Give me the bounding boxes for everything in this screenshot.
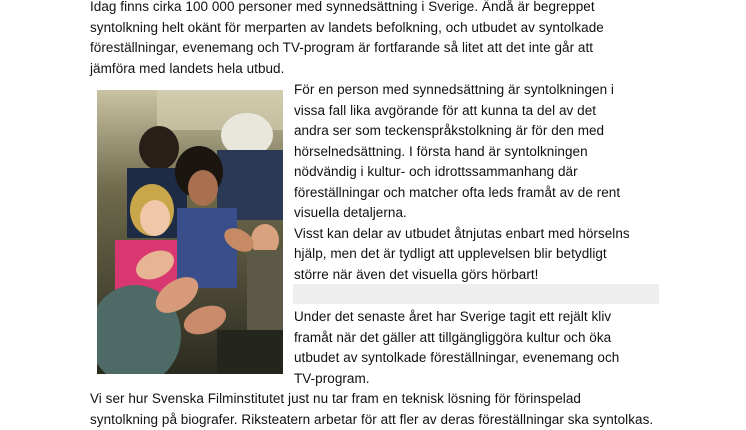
closing-line-2: syntolkning på biografer. Riksteatern arbetar för att fler av deras föreställningar ska syntolkas. (90, 410, 653, 430)
side-line-10: större när även det visuella görs hörbart! (294, 265, 538, 286)
side-line-6: föreställningar och matcher ofta leds framåt av de rent (294, 183, 620, 204)
intro-line-1: Idag finns cirka 100 000 personer med synnedsättning i Sverige. Ändå är begreppet (90, 0, 595, 18)
side2-line-1: Under det senaste året har Sverige tagit ett rejält kliv (294, 307, 611, 328)
side-line-8: Visst kan delar av utbudet åtnjutas enbart med hörselns (294, 224, 630, 245)
side2-line-4: TV-program. (294, 369, 370, 390)
side-line-9: hjälp, men det är tydligt att upplevelsen blir betydligt (294, 244, 607, 265)
side-line-3: andra ser som teckenspråkstolkning är för den med (294, 121, 604, 142)
audience-photo (97, 90, 283, 374)
audience-illustration (97, 90, 283, 374)
side-line-2: vissa fall lika avgörande för att kunna ta del av det (294, 101, 596, 122)
intro-line-4: jämföra med landets hela utbud. (90, 59, 284, 80)
side2-line-3: utbudet av syntolkade föreställningar, evenemang och (294, 348, 619, 369)
intro-line-2: syntolkning helt okänt för merparten av landets befolkning, och utbudet av syntolkade (90, 18, 604, 39)
side-line-5: nödvändig i kultur- och idrottssammanhang där (294, 162, 578, 183)
intro-line-3: föreställningar, evenemang och TV-program är fortfarande så litet att det inte går att (90, 38, 593, 59)
side-line-7: visuella detaljerna. (294, 203, 407, 224)
empty-paragraph-highlight (293, 284, 659, 304)
side-line-1: För en person med synnedsättning är syntolkningen i (294, 80, 614, 101)
side-line-4: hörselnedsättning. I första hand är syntolkningen (294, 142, 588, 163)
side2-line-2: framåt när det gäller att tillgängliggöra kultur och öka (294, 328, 611, 349)
closing-line-1: Vi ser hur Svenska Filminstitutet just nu tar fram en teknisk lösning för förinspelad (90, 389, 581, 410)
